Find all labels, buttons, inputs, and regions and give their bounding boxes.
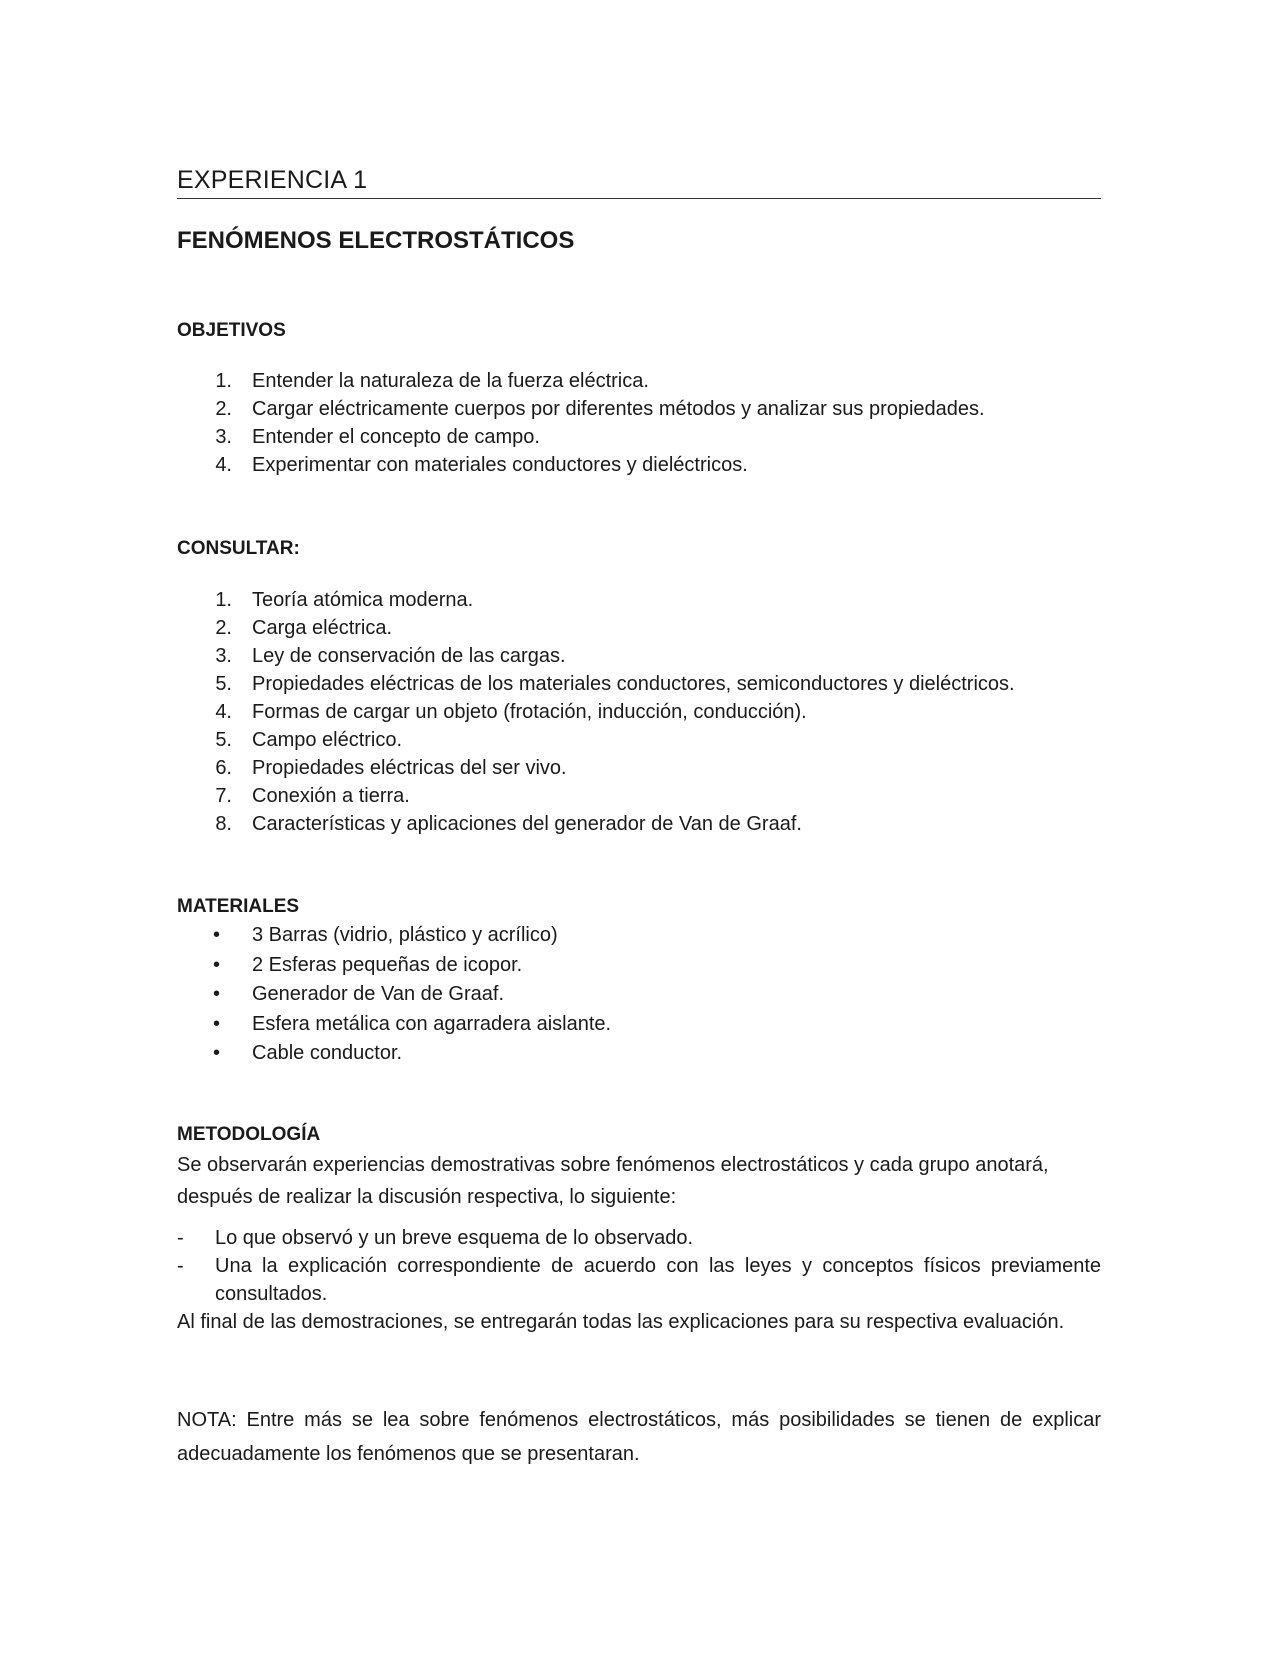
item-number: 4. bbox=[215, 454, 232, 476]
experience-title: EXPERIENCIA 1 bbox=[177, 164, 1101, 199]
item-number: 7. bbox=[215, 785, 232, 807]
list-item bbox=[177, 1010, 611, 1040]
list-item bbox=[177, 423, 985, 451]
document-page bbox=[177, 0, 1101, 1656]
item-text: Teoría atómica moderna. bbox=[252, 589, 474, 611]
item-number: 2. bbox=[215, 617, 232, 639]
item-text: Esfera metálica con agarradera aislante. bbox=[252, 1012, 612, 1035]
list-item bbox=[177, 614, 1015, 642]
list-item bbox=[177, 698, 1015, 726]
item-text: Campo eléctrico. bbox=[252, 729, 403, 751]
item-text: Propiedades eléctricas del ser vivo. bbox=[252, 757, 567, 779]
document-title: FENÓMENOS ELECTROSTÁTICOS bbox=[177, 227, 575, 254]
item-text: Propiedades eléctricas de los materiales conductores, semiconductores y dieléctricos. bbox=[252, 673, 1015, 695]
item-text: 3 Barras (vidrio, plástico y acrílico) bbox=[252, 924, 558, 946]
consultar-heading: CONSULTAR: bbox=[177, 538, 300, 559]
metodologia-heading: METODOLOGÍA bbox=[177, 1124, 321, 1145]
metodologia-list bbox=[177, 1224, 1101, 1308]
list-item bbox=[177, 586, 1015, 614]
item-number: 1. bbox=[215, 589, 232, 611]
metodologia-closing: Al final de las demostraciones, se entregarán todas las explicaciones para su respectiva evaluación. bbox=[177, 1311, 1065, 1333]
list-item bbox=[177, 1224, 1101, 1252]
item-text: Características y aplicaciones del generador de Van de Graaf. bbox=[252, 813, 802, 835]
item-text: Cargar eléctricamente cuerpos por diferentes métodos y analizar sus propiedades. bbox=[252, 398, 985, 420]
list-item bbox=[177, 642, 1015, 670]
item-text: Conexión a tierra. bbox=[252, 785, 410, 807]
list-item bbox=[177, 1039, 611, 1069]
consultar-list bbox=[177, 586, 1015, 838]
list-item bbox=[177, 810, 1015, 838]
item-text: Una la explicación correspondiente de acuerdo con las leyes y conceptos físicos previamente consultados. bbox=[215, 1255, 1101, 1305]
item-text: Ley de conservación de las cargas. bbox=[252, 645, 566, 667]
dash-icon: - bbox=[177, 1255, 184, 1277]
materiales-list bbox=[177, 921, 611, 1069]
item-number: 5. bbox=[215, 673, 232, 695]
bullet-icon: • bbox=[213, 953, 221, 976]
item-number: 8. bbox=[215, 813, 232, 835]
item-text: Entender el concepto de campo. bbox=[252, 426, 540, 448]
list-item bbox=[177, 921, 611, 951]
item-text: Formas de cargar un objeto (frotación, inducción, conducción). bbox=[252, 701, 807, 723]
item-text: Experimentar con materiales conductores y dieléctricos. bbox=[252, 454, 748, 476]
list-item bbox=[177, 726, 1015, 754]
item-number: 5. bbox=[215, 729, 232, 751]
item-text: Carga eléctrica. bbox=[252, 617, 393, 639]
item-text: Entender la naturaleza de la fuerza eléctrica. bbox=[252, 370, 649, 392]
objetivos-list bbox=[177, 367, 985, 479]
item-text: Lo que observó y un breve esquema de lo observado. bbox=[215, 1227, 694, 1249]
list-item bbox=[177, 782, 1015, 810]
list-item bbox=[177, 451, 985, 479]
nota-paragraph: NOTA: Entre más se lea sobre fenómenos electrostáticos, más posibilidades se tienen de explicar adecuadamente los fenómenos que se presentaran. bbox=[177, 1409, 1101, 1465]
list-item bbox=[177, 395, 985, 423]
list-item bbox=[177, 670, 1015, 698]
item-number: 2. bbox=[215, 398, 232, 420]
metodologia-intro: Se observarán experiencias demostrativas sobre fenómenos electrostáticos y cada grupo anotará, después de realizar la discusión respectiva, lo siguiente: bbox=[177, 1154, 1049, 1208]
item-number: 3. bbox=[215, 426, 232, 448]
item-number: 1. bbox=[215, 370, 232, 392]
bullet-icon: • bbox=[213, 1012, 221, 1035]
item-text: Cable conductor. bbox=[252, 1042, 403, 1064]
list-item bbox=[177, 980, 611, 1010]
materiales-heading: MATERIALES bbox=[177, 896, 300, 917]
item-text: 2 Esferas pequeñas de icopor. bbox=[252, 953, 523, 976]
list-item bbox=[177, 754, 1015, 782]
bullet-icon: • bbox=[213, 983, 221, 1005]
list-item bbox=[177, 367, 985, 395]
objetivos-heading: OBJETIVOS bbox=[177, 320, 286, 341]
item-text: Generador de Van de Graaf. bbox=[252, 983, 505, 1005]
bullet-icon: • bbox=[213, 924, 221, 946]
item-number: 3. bbox=[215, 645, 232, 667]
list-item bbox=[177, 1252, 1101, 1308]
dash-icon: - bbox=[177, 1227, 184, 1249]
item-number: 4. bbox=[215, 701, 232, 723]
item-number: 6. bbox=[215, 757, 232, 779]
bullet-icon: • bbox=[213, 1042, 221, 1064]
list-item bbox=[177, 951, 611, 981]
